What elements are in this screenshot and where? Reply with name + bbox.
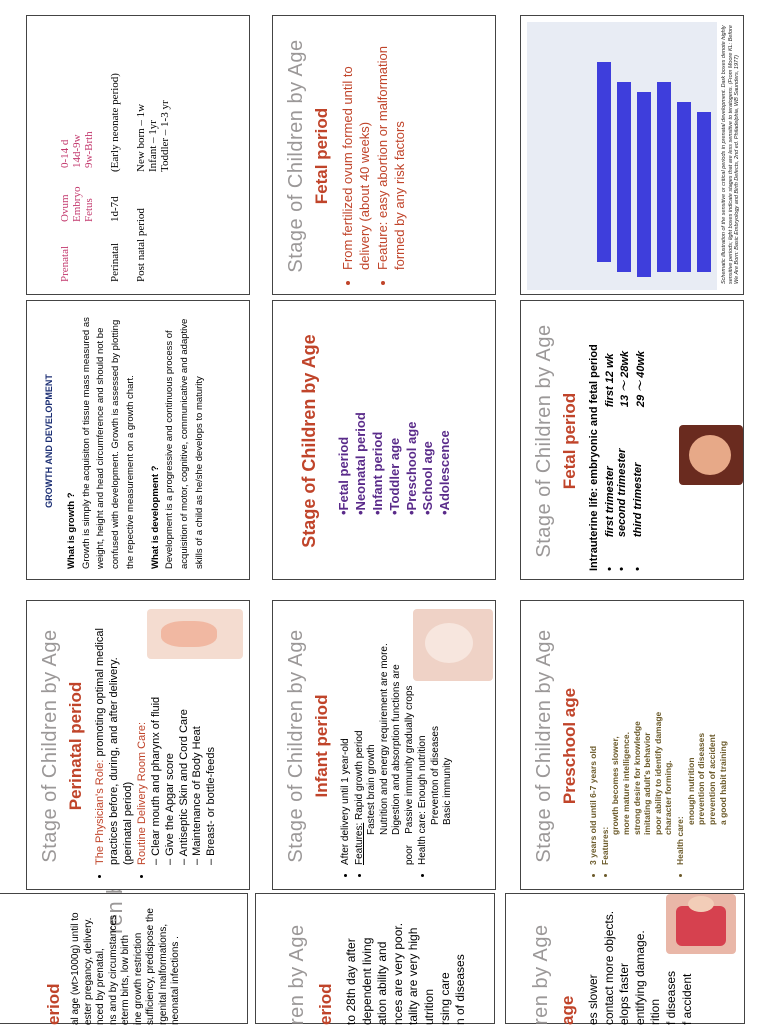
text-line: ester pregancy, delivery. bbox=[82, 917, 94, 1025]
slide-subtitle: Preschool age bbox=[560, 687, 579, 805]
slide-subtitle: age bbox=[558, 995, 577, 1025]
slide-title-partial: ren by Age bbox=[286, 924, 308, 1025]
perinatal-block: Perinatal 1d-7d (Early neonate period) bbox=[109, 73, 121, 282]
text-line: neonatal infections . bbox=[170, 936, 181, 1025]
slide-title: Stage of Children by Age bbox=[533, 629, 555, 863]
prenatal-block: Prenatal Ovum 0-14 d Embryo 14d-9w Fetus 9w-Brth bbox=[59, 131, 95, 282]
text-line: dependent living bbox=[359, 937, 374, 1025]
text-line: entifying damage. bbox=[632, 930, 647, 1025]
text-line: rsing care bbox=[437, 972, 452, 1025]
text-line: nces are very poor. bbox=[390, 922, 405, 1025]
care-item: – Give the Apgar score bbox=[163, 753, 176, 865]
trimester-row: • first trimester first 12 wk bbox=[604, 353, 616, 571]
slide-col1-a bbox=[0, 893, 248, 1024]
care-item: – Breast- or bottle-feeds bbox=[205, 746, 217, 865]
text-line: rition bbox=[648, 998, 663, 1025]
growth-answer: Growth is simply the acquisiton of tissue mass measured as weight, height and head circumference and should not be confused with development. Growth is assessed by plotting the repective measurement on a growth chart. bbox=[80, 317, 136, 569]
text-line: f diseases bbox=[663, 970, 678, 1025]
slide-subtitle: Fetal period bbox=[312, 107, 331, 205]
text-line: al age (wt>1000g) until to bbox=[70, 912, 81, 1025]
slide-fetal-life bbox=[520, 300, 744, 580]
slide-title: Stage of Children by Age bbox=[39, 629, 61, 863]
slide-title: Stage of Children by Age bbox=[285, 629, 307, 863]
slide-periods bbox=[26, 15, 250, 295]
care-item: – Clear mouth and pharynx of fluid bbox=[150, 696, 162, 865]
slide-title: Stage of Children by Age bbox=[285, 39, 307, 273]
fetus-photo bbox=[679, 425, 743, 485]
slide-col1-partial-c bbox=[505, 893, 745, 1024]
slide-subtitle: Fetal period bbox=[560, 392, 579, 490]
bullet: • Features: Rapid growth period Fastest brain growth Nutrition and energy requirement are more. Digestion and absorption functions are poor Passive immunity gradually crops bbox=[354, 611, 417, 865]
postnatal-block: Post natal period New born – 1w Infant – 1yr Toddler – 1-3 yr bbox=[135, 100, 171, 282]
child-photo bbox=[666, 894, 736, 954]
stage-item: •Infant period bbox=[369, 431, 385, 515]
text-line: rgenital malformations, bbox=[157, 923, 169, 1025]
role-text: promoting optimal medical practices before, during, and after delivery. (perinatal period) bbox=[94, 628, 134, 865]
prenatal-chart bbox=[527, 22, 717, 290]
chart-caption: Schematic illustration of the sensitive or critical periods in prenatal development. Dark boxes denote highly sensitive periods; light boxes indicate stages that are less sensitive to teratogens. (From Moore KL: Before We Are Born: Basic Embryology and Birth Defects, 2nd ed. Philadelphia, WB Saunders, 1977) bbox=[721, 25, 741, 284]
text-line: eterm birts, low birth bbox=[120, 934, 131, 1025]
text-line: n of diseases bbox=[453, 954, 468, 1025]
slide-infant bbox=[272, 600, 496, 890]
stage-item: •School age bbox=[420, 441, 436, 515]
trimester-row: • second trimester 13 ～ 28wk bbox=[616, 350, 631, 571]
text-line: contact more objects. bbox=[601, 910, 616, 1025]
trimester-row: • third trimester 29 ～ 40wk bbox=[632, 350, 647, 571]
bullet: • After delivery until 1 year-old bbox=[340, 611, 353, 865]
slide-subtitle: Perinatal period bbox=[66, 681, 85, 811]
bullet: • 3 years old until 6-7 years old bbox=[588, 611, 599, 865]
slide-growth bbox=[26, 300, 250, 580]
growth-heading: GROWTH AND DEVELOPMENT bbox=[44, 374, 54, 508]
care-item: – Maintenance of Body Heat bbox=[191, 726, 204, 865]
text-line: sufficiency, predispose the bbox=[145, 908, 156, 1025]
slide-subtitle: eriod bbox=[44, 983, 63, 1025]
care-label: Routine Delivery Room Care: bbox=[136, 721, 149, 865]
bullet: • Features: growth becomes slower, more mature intelligence. strong desire for knowledge imitating adult's behavior poor ability to identify damage character forming. bbox=[600, 611, 674, 865]
text-line: nced by prenatal, bbox=[95, 948, 106, 1025]
slide-perinatal bbox=[26, 600, 250, 890]
bullet: • Feature: easy abortion or malformation formed by any risk factors bbox=[375, 26, 409, 270]
text-line: f accident bbox=[679, 973, 694, 1025]
stage-item: •Preschool age bbox=[403, 421, 419, 515]
growth-question: What is growth ? bbox=[65, 492, 77, 569]
text-line: utrition bbox=[421, 988, 436, 1025]
bullet: • From fertilized ovum formed until to delivery (about 40 weeks) bbox=[340, 26, 374, 270]
stage-item: •Fetal period bbox=[336, 436, 351, 515]
slide-col1-partial-b bbox=[255, 893, 495, 1024]
text-line: to 28th day after bbox=[344, 938, 358, 1025]
slide-preschool bbox=[520, 600, 744, 890]
slide-title: Stage of Children by Age bbox=[299, 334, 319, 548]
infant-photo bbox=[147, 609, 243, 659]
slide-title: Stage of Children by Age bbox=[533, 324, 555, 558]
text-line: es slower bbox=[586, 974, 600, 1025]
slide-chart bbox=[520, 15, 744, 295]
development-answer: Development is a progressive and continuous process of acquisition of motor, cognitive, communicative and adaptive skills of a child as he/she develops to maturity bbox=[164, 318, 205, 569]
bullet: • Health care: enough nutrition prevention of diseases prevention of accident a good habit training bbox=[675, 611, 728, 865]
stage-item: •Toddler age bbox=[386, 437, 402, 515]
bullet bbox=[94, 611, 135, 865]
text-line: ation ability and bbox=[375, 941, 390, 1025]
slide-subtitle: Infant period bbox=[312, 694, 331, 798]
slide-title-partial: ren by Age bbox=[530, 924, 552, 1025]
development-question: What is development ? bbox=[149, 465, 161, 569]
baby-photo bbox=[413, 609, 493, 681]
slide-fetal-period bbox=[272, 15, 496, 295]
text-line: tality are very high bbox=[406, 927, 421, 1025]
text-line: ns and by circumstances bbox=[107, 914, 119, 1025]
text-line: ine growth restriction bbox=[132, 932, 144, 1025]
slide-subtitle: eriod bbox=[316, 983, 335, 1025]
text-line: elops faster bbox=[617, 962, 632, 1025]
care-item: – Antiseptic Skin and Cord Care bbox=[177, 709, 190, 865]
stage-item: •Neonatal period bbox=[352, 412, 368, 515]
intro-text: Intrauterine life: embryonic and fetal period bbox=[588, 344, 600, 571]
slide-stages bbox=[272, 300, 496, 580]
bullet: • Health care: Enough nutrition Preventon of diseases Basic immunity bbox=[417, 611, 455, 865]
role-label: The Physician's Role: bbox=[94, 759, 106, 865]
stage-item: •Adolescence bbox=[437, 430, 453, 515]
